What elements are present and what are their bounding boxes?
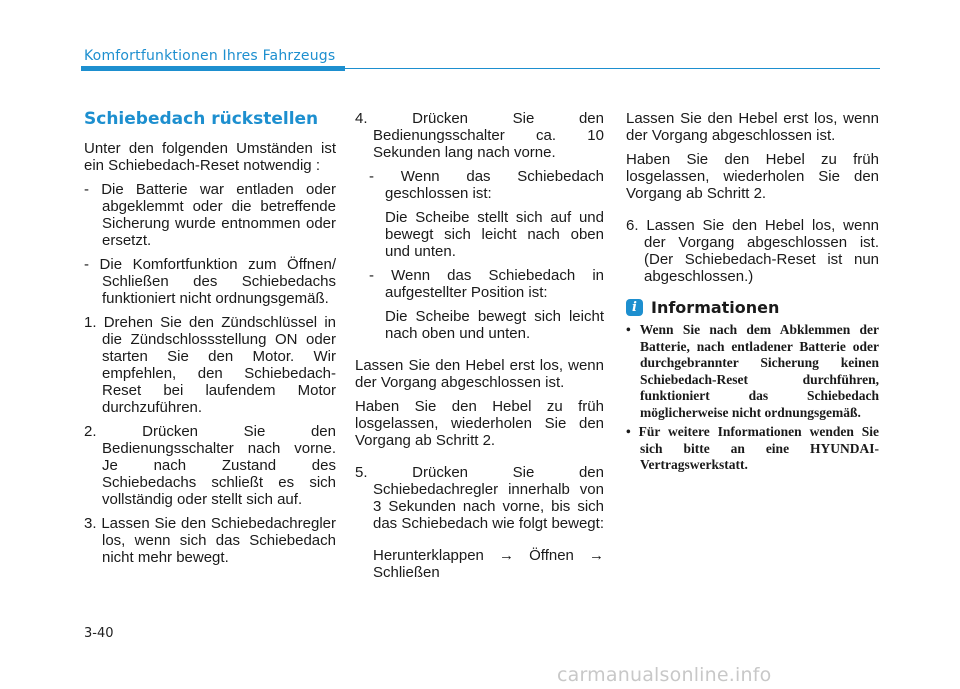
case-item: - Wenn das Schiebedach geschlossen ist:	[369, 168, 604, 202]
info-item: • Für weitere Informationen wenden Sie sich bitte an eine HYUNDAI-Vertragswerkstatt.	[626, 424, 879, 472]
info-header	[626, 299, 879, 316]
case-item: - Wenn das Schiebedach in aufgestellter Position ist:	[369, 267, 604, 301]
right-column	[626, 110, 879, 477]
info-title: Informationen	[651, 298, 780, 317]
info-icon: i	[626, 299, 643, 316]
retry-note: Haben Sie den Hebel zu früh losgelassen, wiederholen Sie den Vorgang ab Schritt 2.	[355, 398, 604, 449]
release-note: Lassen Sie den Hebel erst los, wenn der Vorgang abgeschlossen ist.	[626, 110, 879, 144]
intro-text: Unter den folgenden Umständen ist ein Schiebedach-Reset notwendig :	[84, 140, 336, 174]
middle-column	[355, 110, 604, 588]
info-item: • Wenn Sie nach dem Abklemmen der Batterie, nach entladener Batterie oder durchgebrannter Sicherung keinen Schiebedach-Reset durchführen, funktioniert das Schiebedach möglicherweise nicht ordnungsgemäß.	[626, 322, 879, 420]
header-rule-thick	[81, 66, 345, 71]
release-note: Lassen Sie den Hebel erst los, wenn der Vorgang abgeschlossen ist.	[355, 357, 604, 391]
step-item: 1. Drehen Sie den Zündschlüssel in die Zündschlossstellung ON oder starten Sie den Motor. Wir empfehlen, den Schiebedach-Reset bei laufendem Motor durchzuführen.	[84, 314, 336, 416]
header-rule-thin	[345, 68, 880, 69]
condition-item: - Die Batterie war entladen oder abgeklemmt oder die betreffende Sicherung wurde entnommen oder ersetzt.	[84, 181, 336, 249]
retry-note: Haben Sie den Hebel zu früh losgelassen, wiederholen Sie den Vorgang ab Schritt 2.	[626, 151, 879, 202]
left-column	[84, 109, 336, 573]
step-item: 4. Drücken Sie den Bedienungsschalter ca. 10 Sekunden lang nach vorne.	[355, 110, 604, 161]
page-number: 3-40	[84, 626, 114, 641]
condition-item: - Die Komfortfunktion zum Öffnen/ Schließen des Schiebedachs funktioniert nicht ordnungsgemäß.	[84, 256, 336, 307]
case-text: Die Scheibe stellt sich auf und bewegt sich leicht nach oben und unten.	[385, 209, 604, 260]
step-item: 3. Lassen Sie den Schiebedachregler los, wenn sich das Schiebedach nicht mehr bewegt.	[84, 515, 336, 566]
case-text: Die Scheibe bewegt sich leicht nach oben und unten.	[385, 308, 604, 342]
movement-sequence: Herunterklappen → Öffnen → Schließen	[373, 547, 604, 581]
step-item: 6. Lassen Sie den Hebel los, wenn der Vorgang abgeschlossen ist. (Der Schiebedach-Reset ist nun abgeschlossen.)	[626, 217, 879, 285]
step-item: 2. Drücken Sie den Bedienungsschalter nach vorne. Je nach Zustand des Schiebedachs schließt es sich vollständig oder stellt sich auf.	[84, 423, 336, 508]
header-title: Komfortfunktionen Ihres Fahrzeugs	[84, 48, 336, 64]
section-title: Schiebedach rückstellen	[84, 109, 319, 129]
step-item: 5. Drücken Sie den Schiebedachregler innerhalb von 3 Sekunden nach vorne, bis sich das Schiebedach wie folgt bewegt:	[355, 464, 604, 532]
watermark: carmanualsonline.info	[557, 664, 772, 686]
